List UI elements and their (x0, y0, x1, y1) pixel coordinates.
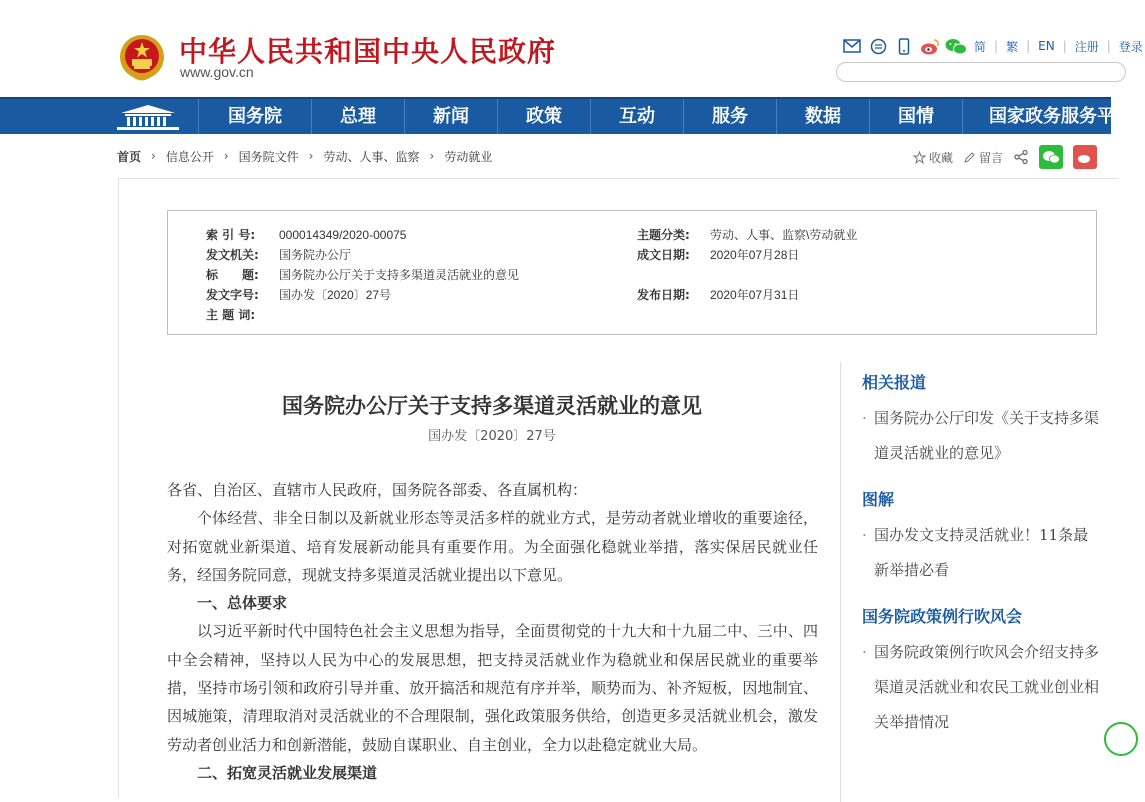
share-icon[interactable] (1013, 149, 1029, 165)
breadcrumb-labor-personnel[interactable]: 劳动、人事、监察 (323, 149, 420, 164)
share-tools (913, 145, 1097, 169)
meta-label: 发文机关: (206, 248, 259, 262)
infographic-heading[interactable]: 图解 (862, 490, 895, 509)
related-reports-heading[interactable]: 相关报道 (862, 373, 927, 392)
national-emblem-icon[interactable] (119, 32, 165, 82)
nav-item-services[interactable]: 服务 (683, 99, 776, 134)
simplified-chinese-link[interactable]: 简 (974, 39, 987, 54)
chat-icon[interactable] (868, 37, 888, 55)
weibo-icon[interactable] (920, 37, 940, 55)
salutation: 各省、自治区、直辖市人民政府，国务院各部委、各直属机构： (167, 481, 588, 499)
site-header (0, 0, 1143, 97)
meta-title (206, 266, 519, 283)
meta-label: 主 题 词: (206, 308, 256, 322)
meta-value: 国务院办公厅 (279, 248, 352, 262)
nav-item-state-council[interactable]: 国务院 (198, 99, 311, 134)
floating-button[interactable] (1104, 722, 1138, 756)
pen-icon (963, 151, 976, 164)
meta-keywords (206, 306, 279, 323)
paragraph: 以习近平新时代中国特色社会主义思想为指导，全面贯彻党的十九大和十九届二中、三中、四中全会精神，坚持以人民为中心的发展思想，把支持灵活就业作为稳就业和保居民就业的重要举措，坚持市场引领和政府引导并重、放开搞活和规范有序并举，顺势而为、补齐短板，因地制宜、因城施策，清理取消对灵活就业的不合理限制，强化政策服务供给，创造更多灵活就业机会，激发劳动者创业活力和创新潜能，鼓励自谋职业、自主创业，全力以赴稳定就业大局。 (167, 622, 818, 754)
policy-briefing-link[interactable]: · 国务院政策例行吹风会介绍支持多渠道灵活就业和农民工就业创业相关举措情况 (862, 635, 1102, 740)
favorite-label: 收藏 (929, 150, 954, 165)
meta-created-date (637, 246, 799, 263)
divider: | (1106, 39, 1111, 53)
divider: | (1026, 39, 1031, 53)
meta-index-no (206, 226, 406, 243)
breadcrumb-state-council-docs[interactable]: 国务院文件 (238, 149, 299, 164)
register-link[interactable]: 注册 (1074, 39, 1099, 54)
wechat-icon[interactable] (946, 37, 966, 55)
main-nav (0, 97, 1133, 134)
meta-value: 劳动、人事、监察\劳动就业 (710, 228, 858, 242)
document-metadata (167, 210, 1097, 335)
breadcrumb-employment[interactable]: 劳动就业 (444, 149, 493, 164)
breadcrumb-home[interactable]: 首页 (117, 149, 142, 164)
weibo-share-button[interactable] (1073, 145, 1097, 169)
infographic-link[interactable]: · 国办发文支持灵活就业！11条最新举措必看 (862, 518, 1102, 588)
infographic-section (862, 487, 1102, 588)
nav-item-policies[interactable]: 政策 (497, 99, 590, 134)
traditional-chinese-link[interactable]: 繁 (1006, 39, 1019, 54)
related-reports-section (862, 370, 1102, 471)
meta-category (637, 226, 857, 243)
comment-button[interactable] (963, 149, 1003, 166)
meta-label: 主题分类: (637, 228, 690, 242)
article-title: 国务院办公厅关于支持多渠道灵活就业的意见 (282, 393, 702, 418)
paragraph: 个体经营、非全日制以及新就业形态等灵活多样的就业方式，是劳动者就业增收的重要途径，对拓宽就业新渠道、培育发展新动能具有重要作用。为全面强化稳就业举措，落实保居民就业任务，经国务院同意，现就支持多渠道灵活就业提出以下意见。 (167, 509, 818, 584)
divider: | (1062, 39, 1067, 53)
wechat-icon (1042, 150, 1060, 164)
nav-item-premier[interactable]: 总理 (311, 99, 404, 134)
meta-value: 2020年07月31日 (710, 288, 800, 302)
weibo-icon (1077, 150, 1093, 164)
meta-value: 国办发〔2020〕27号 (279, 288, 392, 302)
header-tools (842, 36, 1145, 56)
nav-item-news[interactable]: 新闻 (404, 99, 497, 134)
policy-briefing-section (862, 604, 1102, 740)
english-link[interactable]: EN (1038, 39, 1055, 53)
mobile-icon[interactable] (894, 37, 914, 55)
wechat-share-button[interactable] (1039, 145, 1063, 169)
chevron-right-icon: › (223, 149, 229, 163)
meta-value: 2020年07月28日 (710, 248, 800, 262)
site-url[interactable]: www.gov.cn (180, 64, 254, 80)
nav-item-gov-service-platform[interactable]: 国家政务服务平台 (962, 99, 1122, 134)
login-link[interactable]: 登录 (1118, 39, 1143, 54)
sidebar-divider (840, 362, 841, 802)
meta-issuer (206, 246, 351, 263)
related-report-link[interactable]: · 国务院办公厅印发《关于支持多渠道灵活就业的意见》 (862, 401, 1102, 471)
great-hall-icon[interactable] (113, 102, 183, 132)
meta-label: 标 题: (206, 268, 259, 282)
meta-value: 国务院办公厅关于支持多渠道灵活就业的意见 (279, 268, 520, 282)
chevron-right-icon: › (151, 149, 156, 163)
document-number: 国办发〔2020〕27号 (428, 429, 556, 444)
mail-icon[interactable] (842, 37, 862, 55)
divider: | (994, 39, 999, 53)
favorite-button[interactable] (913, 149, 953, 166)
nav-item-data[interactable]: 数据 (776, 99, 869, 134)
site-title[interactable]: 中华人民共和国中央人民政府 (179, 35, 557, 68)
chevron-right-icon: › (308, 149, 314, 163)
policy-briefing-heading[interactable]: 国务院政策例行吹风会 (862, 607, 1023, 626)
breadcrumb-info-disclosure[interactable]: 信息公开 (165, 149, 214, 164)
section-heading: 一、总体要求 (197, 594, 288, 613)
meta-label: 成文日期: (637, 248, 690, 262)
nav-item-interaction[interactable]: 互动 (590, 99, 683, 134)
meta-value: 000014349/2020-00075 (279, 227, 407, 242)
meta-published-date (637, 286, 799, 303)
meta-doc-no (206, 286, 391, 303)
search-input[interactable] (836, 62, 1126, 82)
nav-item-national-conditions[interactable]: 国情 (869, 99, 962, 134)
article-body (167, 476, 818, 787)
meta-label: 发文字号: (206, 288, 259, 302)
meta-label: 索 引 号: (206, 228, 256, 242)
star-icon (913, 151, 926, 164)
section-heading: 二、拓宽灵活就业发展渠道 (197, 763, 378, 782)
chevron-right-icon: › (429, 149, 435, 163)
meta-label: 发布日期: (637, 288, 690, 302)
comment-label: 留言 (979, 150, 1004, 165)
breadcrumb (117, 148, 492, 164)
